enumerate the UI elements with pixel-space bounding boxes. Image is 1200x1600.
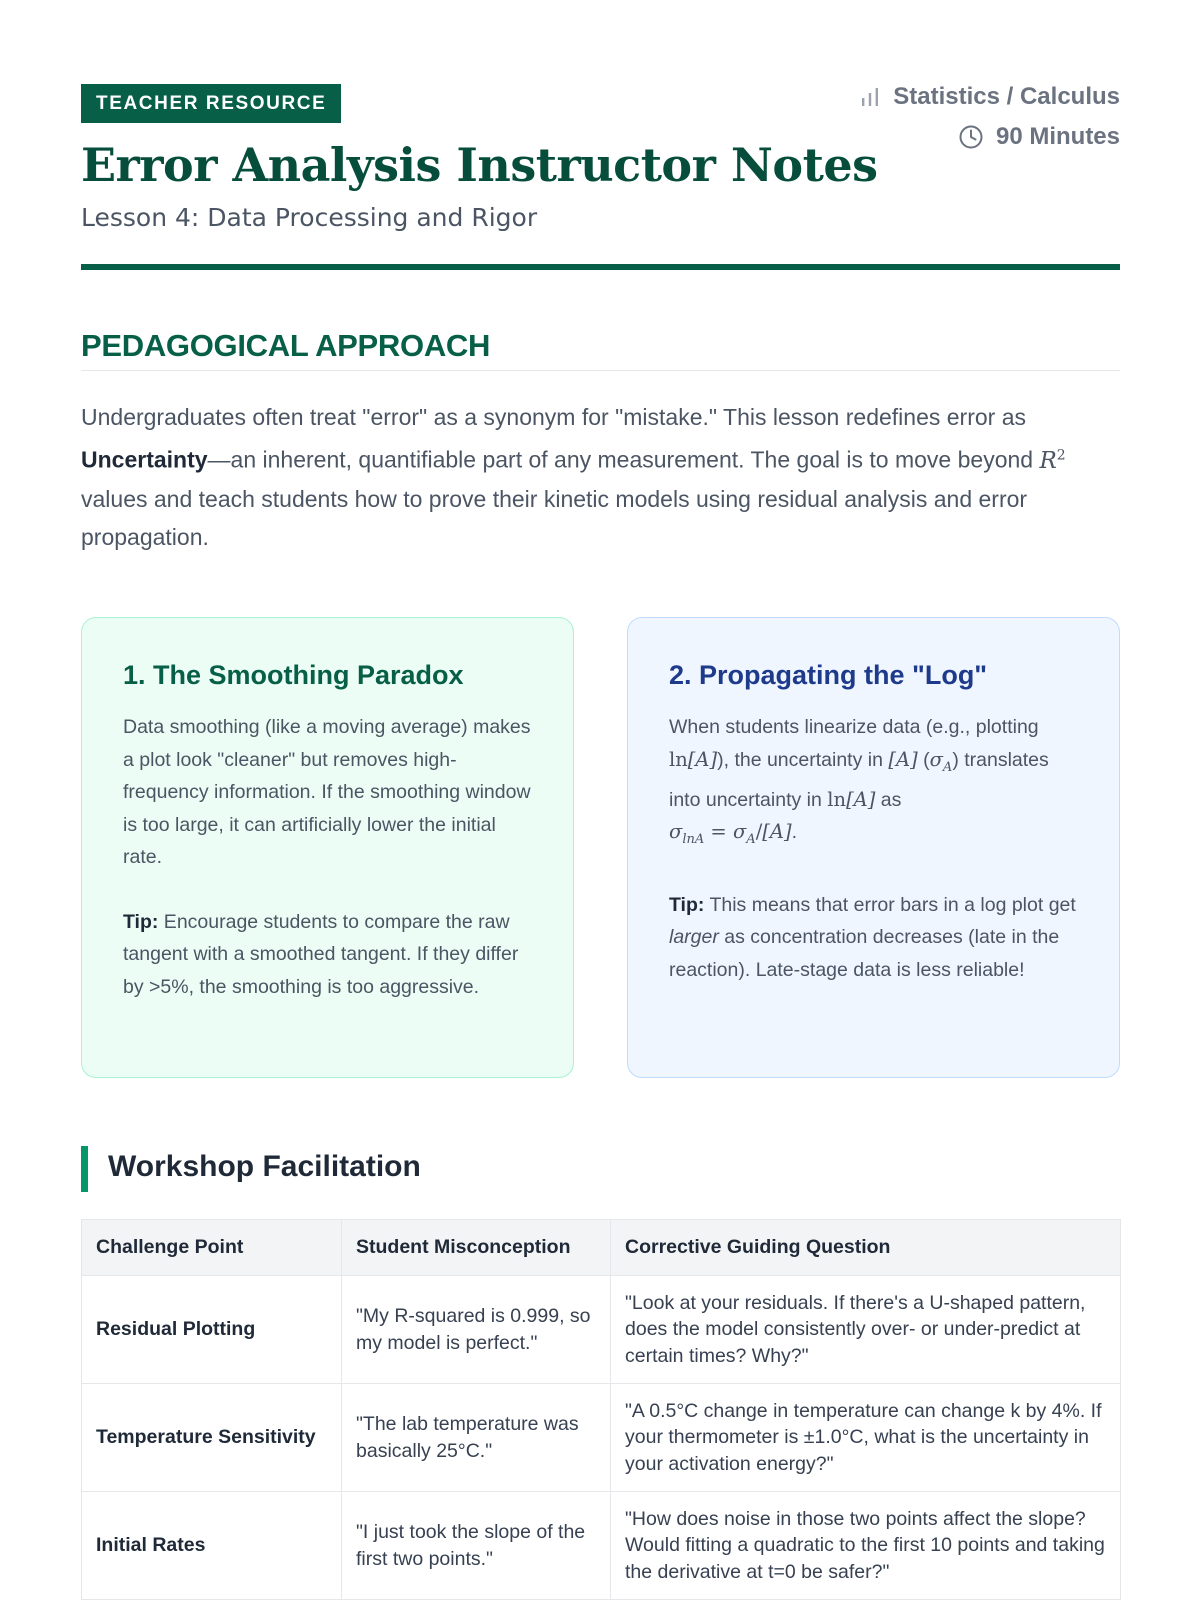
challenge-cell: Initial Rates bbox=[82, 1492, 342, 1600]
question-cell: "Look at your residuals. If there's a U-shaped pattern, does the model consistently over- or under-predict at certain times? Why?" bbox=[611, 1276, 1121, 1384]
equals-symbol: = bbox=[704, 820, 733, 844]
lesson-meta bbox=[859, 82, 1120, 162]
card-tip bbox=[123, 906, 533, 1004]
card-body: When students linearize data (e.g., plotting ln[A]), the uncertainty in [A] $(\sigma_A)$ translates into uncertainty in ln[A] as $\sigma_{lnA} = \sigma_A/[A]$. bbox=[669, 716, 1049, 848]
table-row bbox=[82, 1276, 1121, 1384]
sigma-symbol: σ bbox=[669, 820, 683, 844]
column-header: Challenge Point bbox=[82, 1220, 342, 1276]
approach-paragraph bbox=[81, 398, 1120, 556]
challenge-cell: Residual Plotting bbox=[82, 1276, 342, 1384]
card-tip bbox=[669, 889, 1079, 987]
clock-icon bbox=[958, 124, 984, 150]
section-divider bbox=[81, 370, 1120, 371]
approach-keyword: Uncertainty bbox=[81, 446, 208, 473]
sigma-subscript: A bbox=[942, 759, 953, 775]
section-heading-approach: PEDAGOGICAL APPROACH bbox=[81, 328, 491, 363]
page-title: Error Analysis Instructor Notes bbox=[81, 138, 878, 192]
body-text-2: ), the uncertainty in bbox=[717, 748, 889, 771]
concentration-symbol: [A] bbox=[687, 747, 718, 771]
r-symbol: R bbox=[1039, 447, 1057, 474]
concentration-symbol: [A] bbox=[888, 747, 918, 771]
misconception-cell: "I just took the slope of the first two points." bbox=[342, 1492, 611, 1600]
duration-meta bbox=[859, 122, 1120, 152]
sigma-subscript: lnA bbox=[682, 832, 705, 848]
column-header: Corrective Guiding Question bbox=[611, 1220, 1121, 1276]
challenge-cell: Temperature Sensitivity bbox=[82, 1384, 342, 1492]
sigma-symbol: σ bbox=[732, 820, 747, 844]
question-cell: "A 0.5°C change in temperature can change k by 4%. If your thermometer is ±1.0°C, what is the uncertainty in your activation energy?" bbox=[611, 1384, 1121, 1492]
card-title: 2. Propagating the "Log" bbox=[669, 660, 988, 690]
tip-text-2: as concentration decreases (late in the reaction). Late-stage data is less reliable! bbox=[669, 926, 1060, 981]
slash-symbol: / bbox=[755, 820, 763, 844]
body-text-4: as bbox=[875, 788, 902, 811]
duration-label: 90 Minutes bbox=[995, 123, 1120, 150]
body-text-3: translates into uncertainty in bbox=[669, 748, 1049, 811]
table-row bbox=[82, 1384, 1121, 1492]
propagating-log-card bbox=[627, 617, 1120, 1078]
table-row bbox=[82, 1492, 1121, 1600]
approach-text-3: values and teach students how to prove their kinetic models using residual analysis and error propagation. bbox=[81, 485, 1028, 550]
r-squared-symbol bbox=[1039, 448, 1065, 474]
concentration-symbol: [A] bbox=[846, 787, 876, 811]
tip-text: Encourage students to compare the raw tangent with a smoothed tangent. If they differ by >5%, the smoothing is too aggressive. bbox=[123, 910, 519, 998]
body-text-1: When students linearize data (e.g., plotting bbox=[669, 716, 1039, 738]
page bbox=[81, 0, 1120, 1600]
section-heading-workshop: Workshop Facilitation bbox=[108, 1150, 421, 1183]
tip-emphasis: larger bbox=[669, 926, 719, 949]
sigma-subscript: A bbox=[746, 832, 756, 848]
card-body: Data smoothing (like a moving average) makes a plot look "cleaner" but removes high-frequency information. If the smoothing window is too large, it can artificially lower the initial rate. bbox=[123, 716, 531, 868]
ln-symbol: ln bbox=[827, 787, 847, 811]
ln-symbol: ln bbox=[669, 747, 688, 771]
period: . bbox=[791, 821, 797, 844]
approach-text-2: —an inherent, quantifiable part of any measurement. The goal is to move beyond bbox=[207, 446, 1040, 473]
header-divider bbox=[81, 264, 1120, 270]
workshop-table bbox=[81, 1219, 1121, 1600]
misconception-cell: "The lab temperature was basically 25°C." bbox=[342, 1384, 611, 1492]
smoothing-paradox-card bbox=[81, 617, 574, 1078]
tip-label: Tip: bbox=[123, 910, 159, 933]
sigma-symbol: σ bbox=[929, 747, 943, 771]
subject-meta bbox=[859, 82, 1120, 112]
page-subtitle: Lesson 4: Data Processing and Rigor bbox=[81, 203, 538, 232]
tip-label: Tip: bbox=[669, 893, 705, 916]
r-exponent: 2 bbox=[1056, 447, 1066, 463]
approach-text-1: Undergraduates often treat "error" as a synonym for "mistake." This lesson redefines error as bbox=[81, 404, 1026, 430]
column-header: Student Misconception bbox=[342, 1220, 611, 1276]
tip-text-1: This means that error bars in a log plot get bbox=[704, 893, 1076, 916]
misconception-cell: "My R-squared is 0.999, so my model is perfect." bbox=[342, 1276, 611, 1384]
resource-badge: TEACHER RESOURCE bbox=[81, 84, 341, 123]
subject-label: Statistics / Calculus bbox=[893, 83, 1120, 110]
bar-chart-icon bbox=[859, 86, 881, 108]
card-title: 1. The Smoothing Paradox bbox=[123, 660, 464, 690]
workshop-accent-bar bbox=[81, 1146, 88, 1192]
question-cell: "How does noise in those two points affect the slope? Would fitting a quadratic to the first 10 points and taking the derivative at t=0 be safer?" bbox=[611, 1492, 1121, 1600]
concentration-symbol: [A] bbox=[762, 820, 792, 844]
table-header-row bbox=[82, 1220, 1121, 1276]
